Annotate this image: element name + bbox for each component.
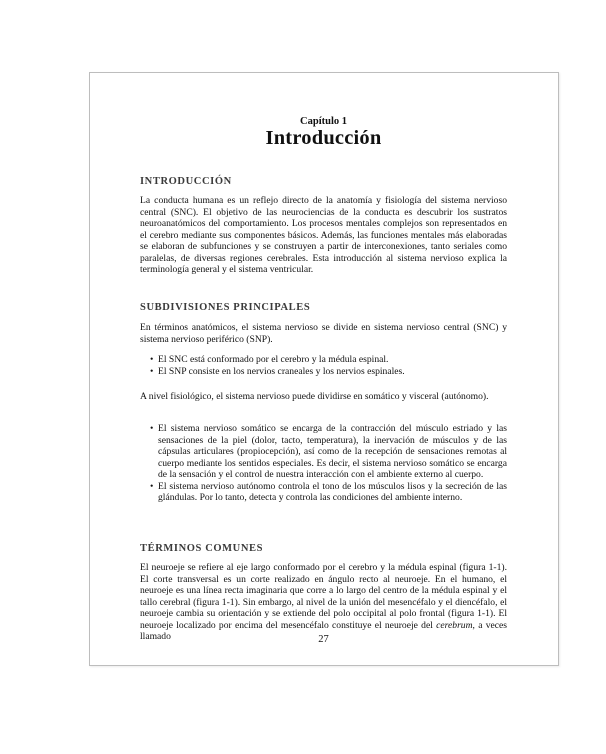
list-item xyxy=(150,366,507,378)
paragraph-text: El neuroeje se refiere al eje largo conformado por el cerebro y la médula espinal (figura 1-1). El corte transversal es un corte realizado en ángulo recto al neuroeje. En el humano, el neuroeje es una línea recta imaginaria que corre a lo largo del centro de la médula espinal y el tallo cerebral (figura 1-1). Sin embargo, al nivel de la unión del mesencéfalo y el diencéfalo, el neuroeje cambia su orientación y se extiende del polo occipital al polo frontal (figura 1-1). El neuroeje localizado por encima del mesencéfalo constituye el neuroeje del xyxy=(140,562,507,631)
bullet-list-somatico-autonomo xyxy=(150,423,507,504)
paragraph-subdivisiones-fisiologico: A nivel fisiológico, el sistema nervioso puede dividirse en somático y visceral (autónomo). xyxy=(140,391,489,402)
paragraph-terminos xyxy=(140,562,507,643)
paragraph-subdivisiones-intro: En términos anatómicos, el sistema nervioso se divide en sistema nervioso central (SNC) y sistema nervioso periférico (SNP). xyxy=(140,322,507,345)
paragraph-introduccion: La conducta humana es un reflejo directo de la anatomía y fisiología del sistema nervioso central (SNC). El objetivo de las neurociencias de la conducta es descubrir los sustratos neuroanatómicos del comportamiento. Los procesos mentales complejos son representados en el cerebro mediante sus componentes básicos. Además, las funciones mentales más elaboradas se elaboran de subfunciones y se construyen a partir de interconexiones, tanto seriales como paralelas, de diversas regiones cerebrales. Esta introducción al sistema nervioso explica la terminología general y el sistema ventricular. xyxy=(140,195,507,275)
section-heading-introduccion: INTRODUCCIÓN xyxy=(140,176,232,187)
book-page xyxy=(89,72,559,666)
section-heading-terminos: TÉRMINOS COMUNES xyxy=(140,543,264,554)
bullet-text: El sistema nervioso somático se encarga de la contracción del músculo estriado y las sensaciones de la piel (dolor, tacto, temperatura), la inervación de músculos y de las cápsulas articulares (propiocepción), así como de la recepción de sensaciones remotas al cuerpo mediante los sentidos especiales. Es decir, el sistema nervioso somático se encarga de la sensación y el control de nuestra interacción con el ambiente externo al cuerpo. xyxy=(158,423,507,480)
bullet-dot: • xyxy=(150,365,154,377)
list-item xyxy=(150,423,507,481)
chapter-title: Introducción xyxy=(265,127,382,149)
bullet-text: El SNP consiste en los nervios craneales y los nervios espinales. xyxy=(158,365,405,377)
bullet-dot: • xyxy=(150,423,154,434)
list-item xyxy=(150,481,507,504)
chapter-label: Capítulo 1 xyxy=(300,116,347,127)
bullet-text: El SNC está conformado por el cerebro y la médula espinal. xyxy=(158,354,389,365)
page-number: 27 xyxy=(318,634,329,645)
bullet-text: El sistema nervioso autónomo controla el tono de los músculos lisos y la secreción de las glándulas. Por lo tanto, detecta y controla las condiciones del ambiente interno. xyxy=(158,480,507,503)
paragraph-text-end: , a veces llamado xyxy=(140,619,507,642)
list-item xyxy=(150,354,507,366)
bullet-dot: • xyxy=(150,480,154,492)
italic-term: cerebrum xyxy=(436,619,473,631)
bullet-list-snc-snp xyxy=(150,354,507,377)
bullet-dot: • xyxy=(150,354,154,365)
section-heading-subdivisiones: SUBDIVISIONES PRINCIPALES xyxy=(140,302,311,313)
